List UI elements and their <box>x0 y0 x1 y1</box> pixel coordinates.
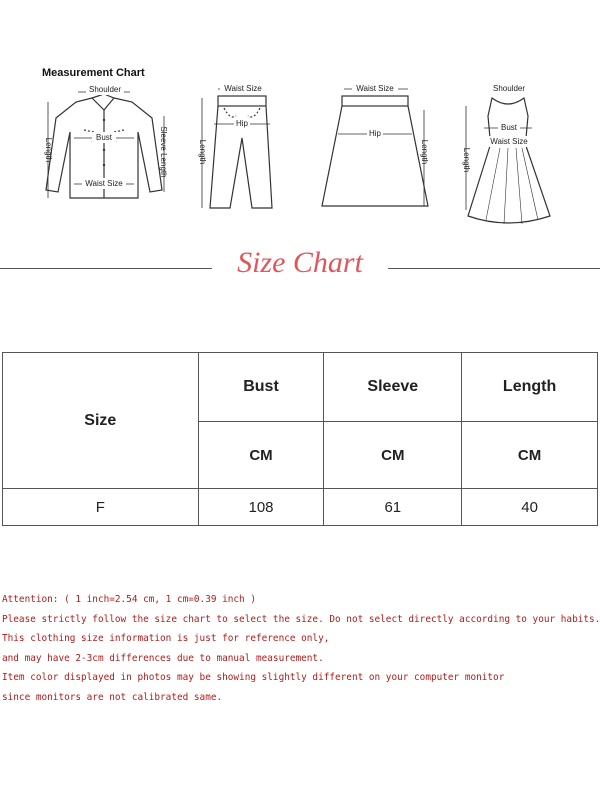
bust-unit-cell: CM <box>198 422 324 489</box>
size-header-cell: Size <box>3 353 199 489</box>
shirt-sleeve-label: Sleeve Length <box>159 126 168 178</box>
size-table <box>2 352 598 526</box>
pants-hip-label: Hip <box>235 119 249 128</box>
skirt-diagram <box>318 80 436 214</box>
dress-diagram <box>456 80 556 230</box>
skirt-length-label: Length <box>420 139 429 165</box>
pants-waist-label: Waist Size <box>224 84 262 93</box>
size-chart-heading <box>0 246 600 286</box>
length-header-cell: Length <box>462 353 598 422</box>
dress-length-label: Length <box>462 147 471 173</box>
note-line: Please strictly follow the size chart to select the size. Do not select directly according to your habits. <box>2 613 600 625</box>
note-line: and may have 2-3cm differences due to manual measurement. <box>2 652 324 664</box>
note-line: since monitors are not calibrated same. <box>2 691 223 703</box>
heading-divider-right <box>388 268 600 269</box>
shirt-diagram <box>34 80 176 208</box>
skirt-hip-label: Hip <box>368 129 382 138</box>
table-row <box>3 489 598 526</box>
sleeve-unit-cell: CM <box>324 422 462 489</box>
size-chart-title: Size Chart <box>237 246 363 279</box>
note-line: Attention: ( 1 inch=2.54 cm, 1 cm=0.39 inch ) <box>2 594 256 605</box>
table-header-row <box>3 353 598 422</box>
length-value-cell: 40 <box>462 489 598 526</box>
size-notes <box>2 590 600 707</box>
sleeve-value-cell: 61 <box>324 489 462 526</box>
note-line: Item color displayed in photos may be showing slightly different on your computer monitor <box>2 672 505 683</box>
dress-waist-label: Waist Size <box>490 137 528 146</box>
dress-shoulder-label: Shoulder <box>492 84 526 93</box>
skirt-waist-label: Waist Size <box>356 84 394 93</box>
pants-diagram <box>188 80 280 212</box>
heading-divider-left <box>0 268 212 269</box>
bust-header-cell: Bust <box>198 353 324 422</box>
dress-bust-label: Bust <box>500 123 518 132</box>
note-line: This clothing size information is just for reference only, <box>2 633 330 644</box>
length-unit-cell: CM <box>462 422 598 489</box>
bust-value-cell: 108 <box>198 489 324 526</box>
shirt-shoulder-label: Shoulder <box>88 85 122 94</box>
shirt-bust-label: Bust <box>95 133 113 142</box>
shirt-length-label: Length <box>44 137 53 163</box>
size-value-cell: F <box>3 489 199 526</box>
sleeve-header-cell: Sleeve <box>324 353 462 422</box>
shirt-waist-label: Waist Size <box>85 179 123 188</box>
pants-length-label: Length <box>198 139 207 165</box>
measurement-chart-title: Measurement Chart <box>42 67 145 79</box>
